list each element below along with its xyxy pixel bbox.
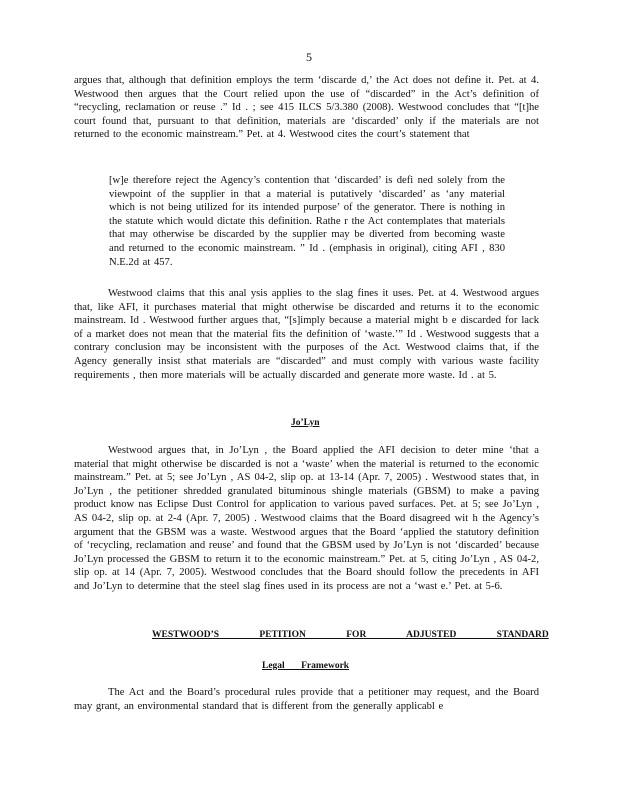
paragraph-jolyn: Westwood argues that, in Jo’Lyn , the Board applied the AFI decision to deter mine ‘that a material that might otherwise be discarded is not a ‘waste’ when the material is returned to the economic mainstream.” Pet. at 5; see Jo’Lyn , AS 04-2, slip op. at 13-14 (Apr. 7, 2005) . Westwood states that, in Jo’Lyn , the petitioner shredded granulated bituminous shingle materials (GBSM) to make a paving product know nas Eclipse Dust Control for application to various paved surfaces. Pet. at 5; see Jo’Lyn , AS 04-2, slip op. at 2-4 (Apr. 7, 2005) . Westwood claims that the Board disagreed wit h the Agency’s argument that the GBSM was a waste. Westwood argues that the Board ‘applied the statutory definition of ‘recycling, reclamation and reuse’ and found that the GBSM used by Jo’Lyn is not ‘discarded’ because Jo’Lyn processed the GBSM to return it to the economic mainstream.” Pet. at 5, citing Jo’Lyn , AS 04-2, slip op. at 14 (Apr. 7, 2005). Westwood concludes that the Board should follow the precedents in AFI and Jo’Lyn to determine that the steel slag fines used in its process are not a ‘wast e.’ Pet. at 5-6. [74,445,539,592]
paragraph-legal-framework: The Act and the Board’s procedural rules provide that a petitioner may request, and the Board may grant, an environmental standard that is different from the generally applicabl e [74,687,539,712]
heading-legal-framework: Legal Framework [262,661,350,671]
page-number: 5 [306,50,312,64]
paragraph-slag-fines: Westwood claims that this anal ysis applies to the slag fines it uses. Pet. at 4. Westwood argues that, like AFI, it purchases material that might otherwise be discarded and returns it to the economic mainstream. Id . Westwood further argues that, “[s]imply because a material might b e discarded for lack of a market does not mean that the material fits the definition of ‘waste.’” Id . Westwood suggests that a contrary conclusion may be inconsistent with the purposes of the Act. Westwood claims that, if the Agency generally insist sthat materials are “discarded” and must comply with various waste facility requirements , then more materials will be actually discarded and generate more waste. Id . at 5. [74,288,539,381]
block-quote: [w]e therefore reject the Agency’s contention that ‘discarded’ is defi ned solely from the viewpoint of the supplier in that a material is putatively ‘discarded’ as ‘any material which is not being utilized for its intended purpose’ of the generator. There is nothing in the statute which would dictate this definition. Rathe r the Act contemplates that materials that may otherwise be discarded by the supplier may be diverted from becoming waste and returned to the economic mainstream. ” Id . (emphasis in original), citing AFI , 830 N.E.2d at 457. [109,175,505,268]
heading-jolyn: Jo’Lyn [291,418,320,428]
heading-petition: WESTWOOD’S PETITION FOR ADJUSTED STANDARD [152,630,549,640]
paragraph-afi-argument: argues that, although that definition employs the term ‘discarde d,’ the Act does not define it. Pet. at 4. Westwood then argues that the Court relied upon the use of “discarded” in the Act’s definition of “recycling, reclamation or reuse .” Id . ; see 415 ILCS 5/3.380 (2008). Westwood concludes that “[t]he court found that, pursuant to that definition, materials are ‘discarded’ only if the materials are not returned to the economic mainstream.” Pet. at 4. Westwood cites the court’s statement that [74,75,539,141]
